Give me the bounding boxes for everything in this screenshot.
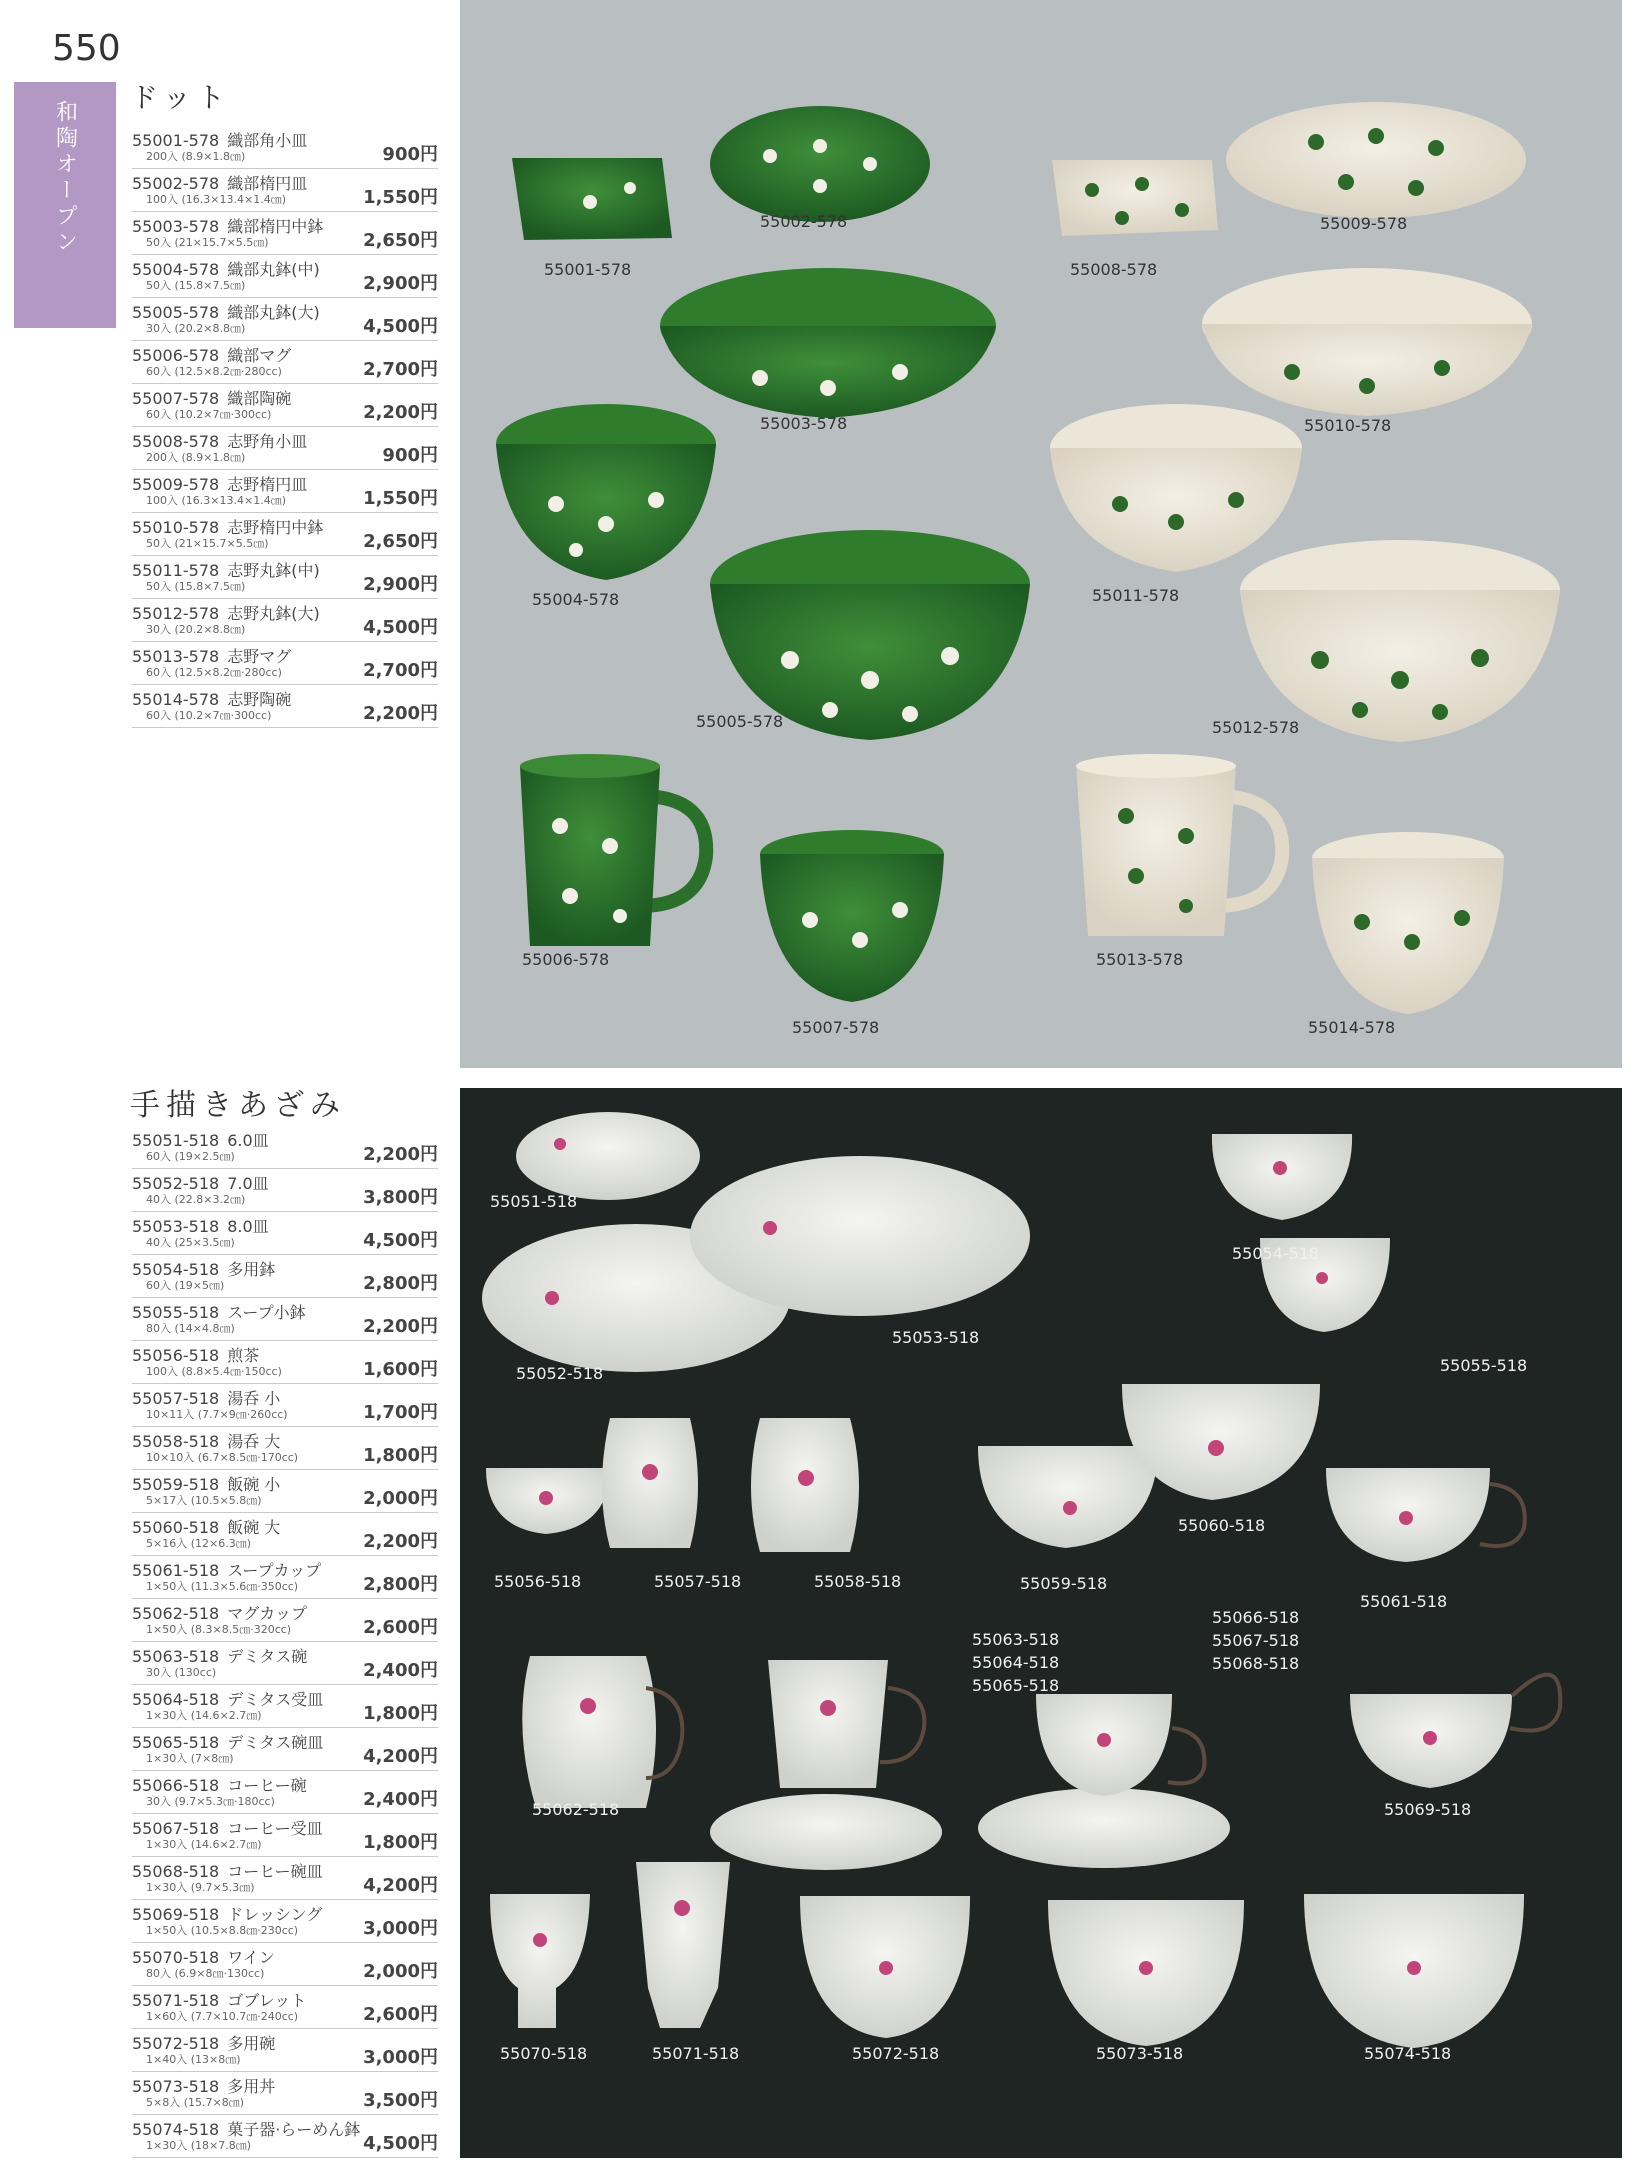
item-name: 志野マグ bbox=[227, 647, 292, 666]
item-name: 志野丸鉢(中) bbox=[227, 561, 320, 580]
photo-label: 55074-518 bbox=[1364, 2044, 1452, 2063]
item-price: 2,000円 bbox=[363, 1961, 438, 1982]
photo-label: 55006-578 bbox=[522, 950, 610, 969]
price-list-item bbox=[132, 1341, 438, 1384]
item-quantity: 1×60入 (7.7×10.7㎝·240cc) bbox=[146, 2010, 299, 2023]
item-name: 飯碗 小 bbox=[227, 1475, 281, 1494]
item-quantity: 5×16入 (12×6.3㎝) bbox=[146, 1537, 251, 1550]
item-code: 55010-578 bbox=[132, 518, 220, 537]
price-list-item bbox=[132, 1556, 438, 1599]
price-list-item bbox=[132, 1685, 438, 1728]
product-photo-thistle bbox=[460, 1088, 1622, 2158]
item-name: 織部陶碗 bbox=[227, 389, 292, 408]
photo-label: 55062-518 bbox=[532, 1800, 620, 1819]
ware-55054 bbox=[1212, 1134, 1352, 1220]
price-list-item bbox=[132, 1427, 438, 1470]
ware-55070 bbox=[490, 1894, 590, 2028]
ware-55007 bbox=[760, 830, 944, 1002]
photo-label: 55007-578 bbox=[792, 1018, 880, 1037]
item-price: 4,500円 bbox=[363, 1230, 438, 1251]
item-name: 志野陶碗 bbox=[227, 690, 292, 709]
item-price: 3,000円 bbox=[363, 2047, 438, 2068]
item-price: 1,800円 bbox=[363, 1832, 438, 1853]
item-price: 2,200円 bbox=[363, 1531, 438, 1552]
page-number: 550 bbox=[52, 28, 121, 69]
ware-55002 bbox=[710, 106, 930, 222]
item-quantity: 30入 (20.2×8.8㎝) bbox=[146, 623, 246, 636]
item-quantity: 1×30入 (9.7×5.3㎝) bbox=[146, 1881, 255, 1894]
item-quantity: 10×11入 (7.7×9㎝·260cc) bbox=[146, 1408, 288, 1421]
item-code: 55056-518 bbox=[132, 1346, 220, 1365]
price-list-item bbox=[132, 1513, 438, 1556]
ware-55006 bbox=[520, 754, 706, 946]
photo-label: 55013-578 bbox=[1096, 950, 1184, 969]
item-code: 55072-518 bbox=[132, 2034, 220, 2053]
item-code: 55067-518 bbox=[132, 1819, 220, 1838]
item-code: 55055-518 bbox=[132, 1303, 220, 1322]
item-price: 3,500円 bbox=[363, 2090, 438, 2111]
item-price: 2,600円 bbox=[363, 1617, 438, 1638]
item-code: 55008-578 bbox=[132, 432, 220, 451]
item-quantity: 200入 (8.9×1.8㎝) bbox=[146, 451, 246, 464]
item-name: 多用鉢 bbox=[227, 1260, 276, 1279]
item-code: 55054-518 bbox=[132, 1260, 220, 1279]
price-list-item bbox=[132, 2072, 438, 2115]
ware-handle-55063 bbox=[880, 1688, 924, 1762]
ware-saucer-55067 bbox=[978, 1788, 1230, 1868]
ware-55053 bbox=[690, 1156, 1030, 1316]
item-quantity: 5×17入 (10.5×5.8㎝) bbox=[146, 1494, 262, 1507]
price-list-item bbox=[132, 212, 438, 255]
item-code: 55063-518 bbox=[132, 1647, 220, 1666]
photo-label: 55071-518 bbox=[652, 2044, 740, 2063]
photo-label: 55073-518 bbox=[1096, 2044, 1184, 2063]
item-quantity: 1×30入 (7×8㎝) bbox=[146, 1752, 234, 1765]
item-quantity: 1×50入 (10.5×8.8㎝·230cc) bbox=[146, 1924, 299, 1937]
ware-55009 bbox=[1226, 102, 1526, 218]
photo-label: 55064-518 bbox=[972, 1653, 1060, 1672]
item-price: 1,550円 bbox=[363, 187, 438, 208]
item-quantity: 1×40入 (13×8㎝) bbox=[146, 2053, 241, 2066]
item-quantity: 40入 (22.8×3.2㎝) bbox=[146, 1193, 246, 1206]
item-name: 織部マグ bbox=[227, 346, 292, 365]
item-name: マグカップ bbox=[227, 1604, 308, 1623]
dot-ware-illustration bbox=[460, 0, 1622, 1068]
price-list-thistle bbox=[132, 1126, 438, 2158]
item-quantity: 100入 (16.3×13.4×1.4㎝) bbox=[146, 193, 286, 206]
item-quantity: 30入 (20.2×8.8㎝) bbox=[146, 322, 246, 335]
item-price: 2,700円 bbox=[363, 660, 438, 681]
price-list-item bbox=[132, 341, 438, 384]
item-quantity: 50入 (21×15.7×5.5㎝) bbox=[146, 236, 269, 249]
ware-55013 bbox=[1076, 754, 1282, 936]
photo-label: 55056-518 bbox=[494, 1572, 582, 1591]
photo-label: 55014-578 bbox=[1308, 1018, 1396, 1037]
item-price: 2,600円 bbox=[363, 2004, 438, 2025]
item-name: コーヒー受皿 bbox=[227, 1819, 323, 1838]
photo-label: 55063-518 bbox=[972, 1630, 1060, 1649]
item-code: 55057-518 bbox=[132, 1389, 220, 1408]
price-list-dot bbox=[132, 126, 438, 728]
price-list-item bbox=[132, 298, 438, 341]
ware-55003 bbox=[660, 268, 996, 418]
photo-label-group bbox=[972, 1628, 1059, 1697]
item-code: 55006-578 bbox=[132, 346, 220, 365]
item-name: 飯碗 大 bbox=[227, 1518, 281, 1537]
item-quantity: 60入 (10.2×7㎝·300cc) bbox=[146, 709, 272, 722]
item-quantity: 1×50入 (11.3×5.6㎝·350cc) bbox=[146, 1580, 299, 1593]
photo-label: 55009-578 bbox=[1320, 214, 1408, 233]
item-name: 志野角小皿 bbox=[227, 432, 308, 451]
ware-55014 bbox=[1312, 832, 1504, 1014]
price-list-item bbox=[132, 169, 438, 212]
item-name: ドレッシング bbox=[227, 1905, 323, 1924]
item-code: 55071-518 bbox=[132, 1991, 220, 2010]
photo-label: 55008-578 bbox=[1070, 260, 1158, 279]
item-price: 1,800円 bbox=[363, 1445, 438, 1466]
photo-label: 55068-518 bbox=[1212, 1654, 1300, 1673]
item-name: 志野楕円皿 bbox=[227, 475, 308, 494]
item-price: 2,650円 bbox=[363, 230, 438, 251]
item-price: 2,650円 bbox=[363, 531, 438, 552]
photo-label: 55069-518 bbox=[1384, 1800, 1472, 1819]
side-tab-label: 和陶オープン bbox=[52, 100, 78, 256]
item-price: 2,900円 bbox=[363, 574, 438, 595]
price-list-item bbox=[132, 513, 438, 556]
ware-55008 bbox=[1052, 160, 1218, 236]
item-code: 55009-578 bbox=[132, 475, 220, 494]
item-quantity: 80入 (14×4.8㎝) bbox=[146, 1322, 235, 1335]
ware-55012 bbox=[1240, 540, 1560, 742]
item-quantity: 10×10入 (6.7×8.5㎝·170cc) bbox=[146, 1451, 299, 1464]
price-list-item bbox=[132, 1900, 438, 1943]
price-list-item bbox=[132, 126, 438, 169]
photo-label: 55005-578 bbox=[696, 712, 784, 731]
item-price: 2,400円 bbox=[363, 1789, 438, 1810]
photo-label: 55010-578 bbox=[1304, 416, 1392, 435]
item-quantity: 200入 (8.9×1.8㎝) bbox=[146, 150, 246, 163]
item-name: 多用丼 bbox=[227, 2077, 276, 2096]
item-quantity: 100入 (8.8×5.4㎝·150cc) bbox=[146, 1365, 282, 1378]
photo-label: 55060-518 bbox=[1178, 1516, 1266, 1535]
price-list-item bbox=[132, 1255, 438, 1298]
item-name: 6.0皿 bbox=[227, 1131, 269, 1150]
item-name: 湯呑 大 bbox=[227, 1432, 281, 1451]
item-code: 55004-578 bbox=[132, 260, 220, 279]
section-title-dot: ドット bbox=[130, 81, 231, 114]
item-quantity: 50入 (15.8×7.5㎝) bbox=[146, 580, 246, 593]
item-code: 55003-578 bbox=[132, 217, 220, 236]
item-code: 55012-578 bbox=[132, 604, 220, 623]
item-name: 織部角小皿 bbox=[227, 131, 308, 150]
photo-label: 55053-518 bbox=[892, 1328, 980, 1347]
item-price: 4,500円 bbox=[363, 316, 438, 337]
item-code: 55058-518 bbox=[132, 1432, 220, 1451]
item-price: 900円 bbox=[382, 144, 438, 165]
item-code: 55074-518 bbox=[132, 2120, 220, 2139]
price-list-item bbox=[132, 1212, 438, 1255]
photo-label: 55011-578 bbox=[1092, 586, 1180, 605]
item-price: 900円 bbox=[382, 445, 438, 466]
ware-handle-55069 bbox=[1510, 1675, 1560, 1731]
photo-label: 55059-518 bbox=[1020, 1574, 1108, 1593]
price-list-item bbox=[132, 2115, 438, 2158]
item-price: 2,200円 bbox=[363, 402, 438, 423]
item-quantity: 5×8入 (15.7×8㎝) bbox=[146, 2096, 245, 2109]
item-name: デミタス受皿 bbox=[227, 1690, 324, 1709]
item-code: 55064-518 bbox=[132, 1690, 220, 1709]
price-list-item bbox=[132, 2029, 438, 2072]
item-price: 2,900円 bbox=[363, 273, 438, 294]
item-quantity: 60入 (12.5×8.2㎝·280cc) bbox=[146, 666, 282, 679]
item-price: 2,000円 bbox=[363, 1488, 438, 1509]
item-price: 1,700円 bbox=[363, 1402, 438, 1423]
photo-label: 55070-518 bbox=[500, 2044, 588, 2063]
item-code: 55013-578 bbox=[132, 647, 220, 666]
item-code: 55011-578 bbox=[132, 561, 220, 580]
item-price: 1,550円 bbox=[363, 488, 438, 509]
price-list-item bbox=[132, 1126, 438, 1169]
item-code: 55069-518 bbox=[132, 1905, 220, 1924]
item-name: デミタス碗 bbox=[227, 1647, 308, 1666]
photo-label: 55055-518 bbox=[1440, 1356, 1528, 1375]
item-name: スープ小鉢 bbox=[227, 1303, 306, 1322]
item-quantity: 60入 (19×5㎝) bbox=[146, 1279, 225, 1292]
item-price: 2,700円 bbox=[363, 359, 438, 380]
item-price: 1,600円 bbox=[363, 1359, 438, 1380]
item-quantity: 50入 (15.8×7.5㎝) bbox=[146, 279, 246, 292]
photo-label: 55072-518 bbox=[852, 2044, 940, 2063]
item-name: 多用碗 bbox=[227, 2034, 276, 2053]
item-price: 4,200円 bbox=[363, 1746, 438, 1767]
ware-55062 bbox=[522, 1656, 656, 1808]
ware-55001 bbox=[512, 158, 672, 240]
item-quantity: 30入 (130cc) bbox=[146, 1666, 217, 1679]
photo-label: 55001-578 bbox=[544, 260, 632, 279]
item-price: 2,200円 bbox=[363, 703, 438, 724]
ware-55063 bbox=[768, 1660, 888, 1788]
price-list-item bbox=[132, 1986, 438, 2029]
price-list-item bbox=[132, 384, 438, 427]
item-price: 2,800円 bbox=[363, 1574, 438, 1595]
ware-55004 bbox=[496, 404, 716, 580]
price-list-item bbox=[132, 1857, 438, 1900]
photo-label: 55057-518 bbox=[654, 1572, 742, 1591]
item-quantity: 60入 (10.2×7㎝·300cc) bbox=[146, 408, 272, 421]
photo-label: 55067-518 bbox=[1212, 1631, 1300, 1650]
price-list-item bbox=[132, 470, 438, 513]
price-list-item bbox=[132, 1771, 438, 1814]
item-code: 55073-518 bbox=[132, 2077, 220, 2096]
item-name: ゴブレット bbox=[227, 1991, 307, 2010]
price-list-item bbox=[132, 685, 438, 728]
item-code: 55002-578 bbox=[132, 174, 220, 193]
item-code: 55061-518 bbox=[132, 1561, 220, 1580]
item-code: 55053-518 bbox=[132, 1217, 220, 1236]
item-price: 2,200円 bbox=[363, 1144, 438, 1165]
item-code: 55066-518 bbox=[132, 1776, 220, 1795]
item-quantity: 1×30入 (18×7.8㎝) bbox=[146, 2139, 251, 2152]
item-quantity: 40入 (25×3.5㎝) bbox=[146, 1236, 235, 1249]
photo-label: 55051-518 bbox=[490, 1192, 578, 1211]
item-code: 55068-518 bbox=[132, 1862, 220, 1881]
item-name: ワイン bbox=[227, 1948, 275, 1967]
photo-label: 55052-518 bbox=[516, 1364, 604, 1383]
photo-label: 55002-578 bbox=[760, 212, 848, 231]
photo-label: 55054-518 bbox=[1232, 1244, 1320, 1263]
photo-label: 55061-518 bbox=[1360, 1592, 1448, 1611]
price-list-item bbox=[132, 427, 438, 470]
price-list-item bbox=[132, 1599, 438, 1642]
price-list-item bbox=[132, 642, 438, 685]
item-quantity: 50入 (21×15.7×5.5㎝) bbox=[146, 537, 269, 550]
ware-55005 bbox=[710, 530, 1030, 740]
item-name: 織部楕円中鉢 bbox=[227, 217, 324, 236]
item-name: コーヒー碗皿 bbox=[227, 1862, 323, 1881]
item-name: デミタス碗皿 bbox=[227, 1733, 324, 1752]
item-name: 織部丸鉢(大) bbox=[227, 303, 320, 322]
item-code: 55014-578 bbox=[132, 690, 220, 709]
item-quantity: 100入 (16.3×13.4×1.4㎝) bbox=[146, 494, 286, 507]
product-photo-dot bbox=[460, 0, 1622, 1068]
item-quantity: 1×30入 (14.6×2.7㎝) bbox=[146, 1838, 262, 1851]
ware-55051 bbox=[516, 1112, 700, 1200]
item-price: 3,000円 bbox=[363, 1918, 438, 1939]
ware-55057 bbox=[602, 1418, 698, 1548]
item-name: コーヒー碗 bbox=[227, 1776, 307, 1795]
item-name: 8.0皿 bbox=[227, 1217, 269, 1236]
item-price: 4,200円 bbox=[363, 1875, 438, 1896]
price-list-item bbox=[132, 599, 438, 642]
item-code: 55001-578 bbox=[132, 131, 220, 150]
thistle-ware-illustration bbox=[460, 1088, 1622, 2158]
price-list-item bbox=[132, 1298, 438, 1341]
item-code: 55005-578 bbox=[132, 303, 220, 322]
photo-label: 55058-518 bbox=[814, 1572, 902, 1591]
price-list-item bbox=[132, 1943, 438, 1986]
item-price: 3,800円 bbox=[363, 1187, 438, 1208]
price-list-item bbox=[132, 255, 438, 298]
price-list-item bbox=[132, 1169, 438, 1212]
price-list-item bbox=[132, 1470, 438, 1513]
item-name: 湯呑 小 bbox=[227, 1389, 281, 1408]
item-code: 55070-518 bbox=[132, 1948, 220, 1967]
price-list-item bbox=[132, 1728, 438, 1771]
item-quantity: 80入 (6.9×8㎝·130cc) bbox=[146, 1967, 265, 1980]
item-name: 7.0皿 bbox=[227, 1174, 269, 1193]
item-price: 2,400円 bbox=[363, 1660, 438, 1681]
ware-55011 bbox=[1050, 404, 1302, 572]
item-quantity: 30入 (9.7×5.3㎝·180cc) bbox=[146, 1795, 275, 1808]
item-name: 志野楕円中鉢 bbox=[227, 518, 324, 537]
item-quantity: 1×50入 (8.3×8.5㎝·320cc) bbox=[146, 1623, 292, 1636]
section-title-thistle: 手描きあざみ bbox=[130, 1088, 346, 1123]
item-code: 55060-518 bbox=[132, 1518, 220, 1537]
side-tab bbox=[14, 82, 116, 328]
photo-label: 55065-518 bbox=[972, 1676, 1060, 1695]
item-name: 織部楕円皿 bbox=[227, 174, 308, 193]
photo-label: 55004-578 bbox=[532, 590, 620, 609]
ware-handle-55066 bbox=[1168, 1728, 1204, 1783]
item-code: 55062-518 bbox=[132, 1604, 220, 1623]
photo-label-group bbox=[1212, 1606, 1299, 1675]
item-price: 4,500円 bbox=[363, 617, 438, 638]
photo-label: 55003-578 bbox=[760, 414, 848, 433]
item-quantity: 1×30入 (14.6×2.7㎝) bbox=[146, 1709, 262, 1722]
ware-55010 bbox=[1202, 268, 1532, 416]
ware-55059 bbox=[978, 1446, 1158, 1548]
item-code: 55007-578 bbox=[132, 389, 220, 408]
item-price: 2,200円 bbox=[363, 1316, 438, 1337]
price-list-item bbox=[132, 556, 438, 599]
item-price: 4,500円 bbox=[363, 2133, 438, 2154]
item-price: 2,800円 bbox=[363, 1273, 438, 1294]
item-name: 煎茶 bbox=[227, 1346, 260, 1365]
price-list-item bbox=[132, 1814, 438, 1857]
item-quantity: 60入 (19×2.5㎝) bbox=[146, 1150, 235, 1163]
photo-label: 55066-518 bbox=[1212, 1608, 1300, 1627]
item-name: 菓子器·らーめん鉢 bbox=[227, 2120, 361, 2139]
item-name: 志野丸鉢(大) bbox=[227, 604, 320, 623]
item-code: 55065-518 bbox=[132, 1733, 220, 1752]
item-code: 55059-518 bbox=[132, 1475, 220, 1494]
item-code: 55051-518 bbox=[132, 1131, 220, 1150]
ware-55071 bbox=[636, 1862, 730, 2028]
item-name: 織部丸鉢(中) bbox=[227, 260, 320, 279]
item-code: 55052-518 bbox=[132, 1174, 220, 1193]
ware-saucer-55064 bbox=[710, 1794, 942, 1870]
item-quantity: 60入 (12.5×8.2㎝·280cc) bbox=[146, 365, 282, 378]
item-price: 1,800円 bbox=[363, 1703, 438, 1724]
photo-label: 55012-578 bbox=[1212, 718, 1300, 737]
price-list-item bbox=[132, 1642, 438, 1685]
price-list-item bbox=[132, 1384, 438, 1427]
item-name: スープカップ bbox=[227, 1561, 322, 1580]
